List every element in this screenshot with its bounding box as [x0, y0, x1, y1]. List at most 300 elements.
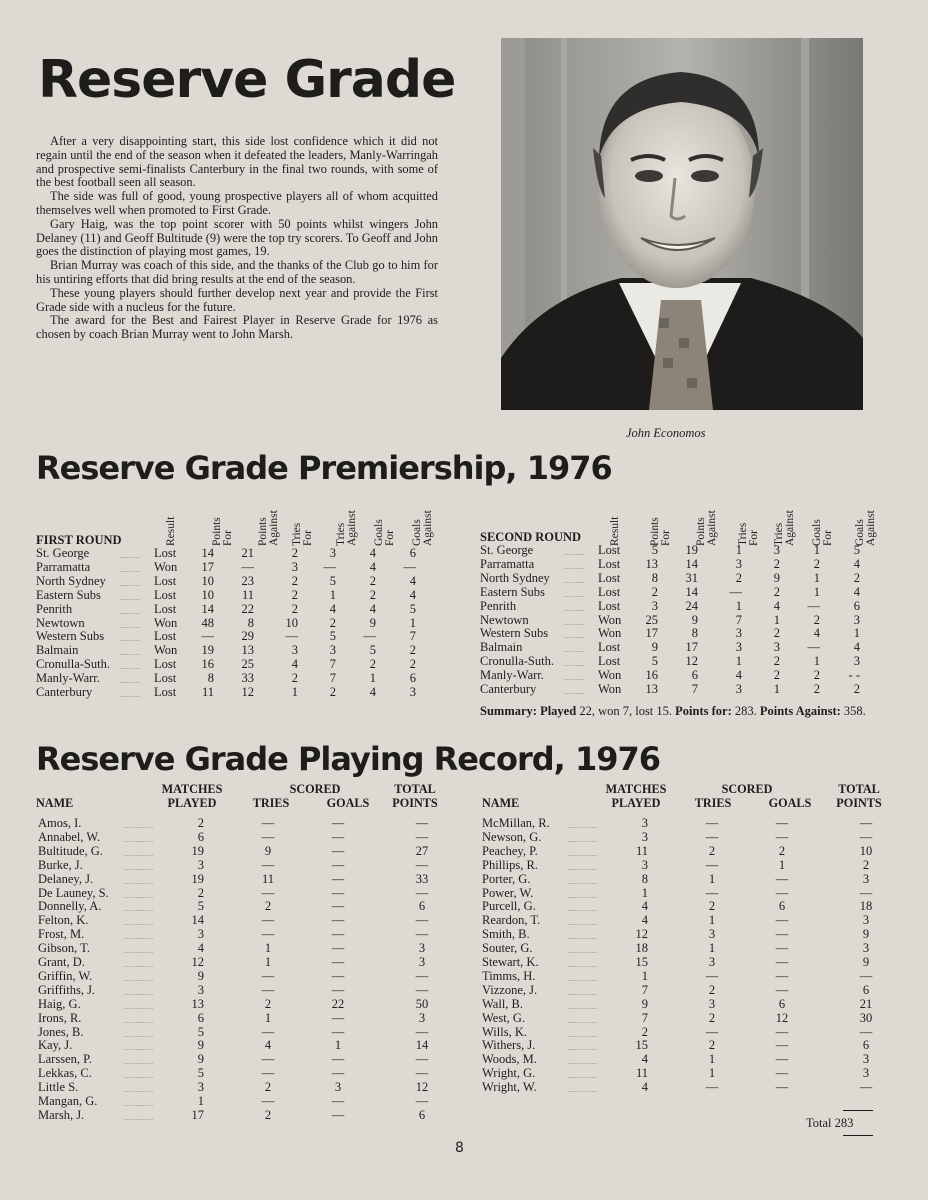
- table-row: [482, 845, 902, 859]
- table-cell: 6: [853, 598, 860, 613]
- leader-dots: ..........: [568, 1029, 598, 1039]
- leader-dots: ..........: [568, 1001, 598, 1011]
- table-row: [480, 614, 900, 628]
- tries: 11: [261, 871, 275, 886]
- head-matches: [150, 783, 234, 810]
- table-row: [38, 928, 458, 942]
- intro-paragraph: Gary Haig, was the top point scorer with 50 points whilst wingers John Delaney (11) and Geoff Bultitude (9) were the top try scorers. To Geoff and John goes the distinction of playing most games, 19.: [36, 216, 438, 259]
- matches-played: 17: [191, 1107, 204, 1122]
- player-name: Griffiths, J.: [38, 982, 96, 997]
- head-matches-label-2: MATCHES: [605, 782, 667, 796]
- total-points: 21: [859, 996, 873, 1011]
- tries: 3: [708, 927, 716, 942]
- tries: —: [705, 829, 719, 844]
- total-points: 3: [862, 913, 870, 928]
- team-name: Manly-Warr.: [36, 671, 100, 686]
- col-head-points-against: Points Against: [257, 510, 280, 546]
- team-name: Eastern Subs: [480, 584, 545, 599]
- table-cell: Won: [598, 668, 622, 683]
- team-name: Newtown: [36, 615, 85, 630]
- total-points: 10: [859, 843, 873, 858]
- table-row: [38, 873, 458, 887]
- player-name: Power, W.: [482, 885, 534, 900]
- table-row: [36, 547, 456, 561]
- matches-played: 3: [197, 857, 204, 872]
- total-points: 12: [415, 1080, 429, 1095]
- matches-played: 9: [197, 1052, 204, 1067]
- matches-played: 3: [641, 816, 648, 830]
- table-cell: 1: [813, 654, 820, 669]
- player-name: De Launey, S.: [38, 885, 109, 900]
- table-cell: 8: [207, 671, 214, 686]
- table-cell: —: [403, 559, 416, 574]
- table-cell: 2: [853, 682, 860, 696]
- matches-played: 12: [635, 927, 648, 942]
- table-row: [482, 998, 902, 1012]
- table-cell: Lost: [154, 671, 177, 686]
- table-row: [36, 617, 456, 631]
- table-row: [480, 683, 900, 697]
- table-cell: 5: [853, 543, 860, 557]
- goals: —: [331, 1094, 345, 1108]
- table-cell: 17: [685, 640, 698, 655]
- col-head-goals-against: Goals Against: [411, 510, 434, 546]
- table-cell: 21: [241, 546, 254, 560]
- table-row: [480, 655, 900, 669]
- head-goals-2: GOALS: [768, 796, 812, 810]
- total-points: 14: [415, 1038, 429, 1053]
- total-points: —: [859, 1024, 873, 1039]
- table-cell: 4: [329, 601, 336, 616]
- table-cell: —: [201, 629, 214, 644]
- table-cell: 2: [773, 626, 780, 641]
- table-cell: 1: [735, 543, 742, 557]
- leader-dots: .......: [564, 589, 585, 599]
- head-goals: GOALS: [326, 796, 370, 810]
- table-row: [36, 686, 456, 700]
- table-cell: 5: [651, 543, 658, 557]
- table-cell: 1: [291, 685, 298, 699]
- table-cell: Lost: [598, 654, 621, 669]
- leader-dots: ..........: [124, 973, 154, 983]
- team-name: Newtown: [480, 612, 529, 627]
- table-row: [38, 998, 458, 1012]
- table-row: [38, 942, 458, 956]
- leader-dots: ..........: [124, 987, 154, 997]
- leader-dots: .......: [564, 631, 585, 641]
- team-name: North Sydney: [36, 573, 106, 588]
- summary-label: Summary: Played: [480, 704, 577, 718]
- leader-dots: ..........: [568, 876, 598, 886]
- table-row: [482, 956, 902, 970]
- table-cell: 13: [645, 556, 658, 571]
- table-cell: 3: [773, 543, 780, 557]
- table-cell: 2: [773, 556, 780, 571]
- matches-played: 11: [635, 843, 648, 858]
- table-cell: Lost: [154, 587, 177, 602]
- table-row: [482, 859, 902, 873]
- table-cell: Won: [154, 643, 178, 658]
- table-cell: Won: [154, 615, 178, 630]
- table-cell: 4: [853, 584, 860, 599]
- table-cell: 2: [735, 570, 742, 585]
- leader-dots: ..........: [124, 1001, 154, 1011]
- goals: —: [331, 941, 345, 956]
- head-played-label: PLAYED: [167, 795, 217, 810]
- total-points: 3: [862, 1066, 870, 1081]
- player-name: Timms, H.: [482, 968, 536, 983]
- goals: —: [331, 927, 345, 942]
- team-name: Penrith: [480, 598, 517, 613]
- leader-dots: ..........: [124, 862, 154, 872]
- table-cell: 2: [773, 654, 780, 669]
- matches-played: 14: [191, 913, 204, 928]
- table-cell: 3: [329, 546, 336, 560]
- player-name: Little S.: [38, 1080, 79, 1095]
- player-name: Lekkas, C.: [38, 1066, 92, 1081]
- summary-points-against-label: Points Against:: [759, 704, 841, 718]
- team-name: Eastern Subs: [36, 587, 101, 602]
- total-points: —: [415, 857, 429, 872]
- table-cell: Lost: [598, 584, 621, 599]
- player-name: Frost, M.: [38, 927, 85, 942]
- leader-dots: ..........: [568, 1085, 598, 1095]
- head-points-label: POINTS: [392, 795, 438, 810]
- table-cell: 25: [241, 657, 254, 672]
- matches-played: 19: [191, 871, 204, 886]
- table-row: [480, 586, 900, 600]
- table-cell: 1: [773, 682, 780, 696]
- table-cell: 3: [651, 598, 658, 613]
- head-name-2: NAME: [482, 796, 520, 810]
- table-cell: Won: [598, 626, 622, 641]
- table-row: [36, 603, 456, 617]
- player-name: Griffin, W.: [38, 968, 93, 983]
- table-cell: 3: [291, 559, 298, 574]
- tries: 2: [264, 1107, 272, 1122]
- table-cell: 10: [201, 573, 214, 588]
- tries: —: [261, 857, 275, 872]
- goals: —: [331, 1066, 345, 1081]
- leader-dots: ..........: [568, 848, 598, 858]
- tries: 2: [708, 1038, 716, 1053]
- matches-played: 2: [197, 816, 204, 830]
- total-points: 30: [859, 1010, 873, 1025]
- table-cell: 4: [369, 601, 376, 616]
- team-name: Canterbury: [36, 685, 93, 699]
- tries: 1: [708, 871, 716, 886]
- matches-played: 9: [641, 996, 648, 1011]
- leader-dots: ..........: [568, 960, 598, 969]
- table-row: [38, 887, 458, 901]
- head-scored-2: SCORED: [721, 782, 773, 796]
- table-row: [482, 831, 902, 845]
- col-head-points-for-2: Points For: [649, 517, 672, 546]
- goals: 1: [778, 857, 786, 872]
- head-total-label: TOTAL: [394, 782, 436, 796]
- matches-played: 8: [641, 871, 648, 886]
- col-head-result: Result: [165, 516, 177, 546]
- leader-dots: ..........: [124, 946, 154, 956]
- head-tries: TRIES: [252, 796, 290, 810]
- table-cell: 7: [329, 671, 336, 686]
- table-cell: 13: [645, 682, 658, 696]
- player-name: Irons, R.: [38, 1010, 82, 1025]
- player-name: Purcell, G.: [482, 899, 536, 914]
- table-cell: 11: [241, 587, 254, 602]
- portrait-photo: [501, 38, 863, 410]
- leader-dots: ..........: [124, 1057, 154, 1067]
- leader-dots: .......: [564, 603, 585, 613]
- goals: —: [331, 955, 345, 969]
- tries: 3: [708, 955, 716, 969]
- table-row: [38, 1081, 458, 1095]
- table-cell: 5: [369, 643, 376, 658]
- player-name: Mangan, G.: [38, 1094, 98, 1108]
- table-cell: 29: [241, 629, 254, 644]
- player-name: Grant, D.: [38, 955, 85, 969]
- leader-dots: .......: [120, 606, 141, 616]
- table-cell: 2: [291, 671, 298, 686]
- team-name: Manly-Warr.: [480, 668, 544, 683]
- leader-dots: ..........: [568, 1015, 598, 1025]
- matches-played: 4: [641, 913, 648, 928]
- matches-played: 9: [197, 968, 204, 983]
- table-row: [482, 887, 902, 901]
- total-points: —: [859, 885, 873, 900]
- matches-played: 1: [641, 968, 648, 983]
- table-cell: 3: [853, 654, 860, 669]
- leader-dots: .......: [120, 648, 141, 658]
- total-points: 9: [862, 927, 870, 942]
- matches-played: 3: [197, 1080, 204, 1095]
- team-name: St. George: [480, 543, 534, 557]
- total-points: 3: [862, 941, 870, 956]
- table-cell: Won: [598, 612, 622, 627]
- total-value: 283: [834, 1116, 854, 1130]
- tries: 1: [708, 1066, 716, 1081]
- premiership-title: Reserve Grade Premiership, 1976: [36, 449, 612, 487]
- tries: 3: [708, 996, 716, 1011]
- total-points: 2: [862, 857, 870, 872]
- table-row: [482, 928, 902, 942]
- table-row: [38, 859, 458, 873]
- player-name: Wills, K.: [482, 1024, 527, 1039]
- goals: —: [775, 927, 789, 942]
- table-cell: 6: [409, 671, 416, 686]
- head-played-label-2: PLAYED: [611, 795, 661, 810]
- tries: —: [261, 1094, 275, 1108]
- intro-paragraph: These young players should further develop next year and provide the First Grade side with a nucleus for the future.: [36, 285, 438, 314]
- leader-dots: ..........: [568, 932, 598, 942]
- table-cell: 8: [247, 615, 254, 630]
- player-name: Withers, J.: [482, 1038, 536, 1053]
- table-cell: 2: [773, 584, 780, 599]
- total-points: 6: [862, 1038, 870, 1053]
- leader-dots: ..........: [124, 1071, 154, 1081]
- table-cell: 10: [201, 587, 214, 602]
- table-cell: 31: [685, 570, 698, 585]
- leader-dots: .......: [564, 548, 585, 557]
- table-cell: 2: [291, 587, 298, 602]
- goals: —: [331, 1052, 345, 1067]
- goals: —: [331, 899, 345, 914]
- table-cell: 23: [241, 573, 254, 588]
- goals: —: [775, 955, 789, 969]
- leader-dots: .......: [120, 592, 141, 602]
- table-row: [480, 641, 900, 655]
- tries: 2: [264, 1080, 272, 1095]
- player-name: West, G.: [482, 1010, 526, 1025]
- head-total-label-2: TOTAL: [838, 782, 880, 796]
- matches-played: 3: [197, 982, 204, 997]
- leader-dots: .......: [564, 645, 585, 655]
- table-cell: 2: [409, 657, 416, 672]
- season-summary: [480, 704, 890, 718]
- table-cell: 3: [735, 640, 742, 655]
- total-points: —: [415, 829, 429, 844]
- goals: —: [331, 982, 345, 997]
- goals: —: [331, 1107, 345, 1122]
- goals: 2: [778, 843, 786, 858]
- table-cell: 2: [813, 612, 820, 627]
- player-name: Peachey, P.: [482, 843, 538, 858]
- goals: —: [331, 1010, 345, 1025]
- col-head-tries-against-2: Tries Against: [773, 510, 796, 546]
- goals: —: [775, 1080, 789, 1095]
- tries: —: [705, 968, 719, 983]
- goals: —: [775, 968, 789, 983]
- matches-played: 4: [641, 899, 648, 914]
- matches-played: 3: [641, 829, 648, 844]
- table-cell: 4: [291, 657, 298, 672]
- table-cell: 24: [685, 598, 698, 613]
- head-total-2: [828, 783, 890, 810]
- leader-dots: ..........: [124, 1085, 154, 1095]
- table-row: [482, 873, 902, 887]
- matches-played: 4: [197, 941, 204, 956]
- leader-dots: ..........: [124, 1112, 154, 1122]
- tries: —: [705, 816, 719, 830]
- table-row: [38, 1012, 458, 1026]
- total-rule-top: [843, 1110, 873, 1111]
- leader-dots: .......: [120, 578, 141, 588]
- table-cell: Lost: [154, 546, 177, 560]
- total-points: —: [859, 829, 873, 844]
- tries: 1: [264, 941, 272, 956]
- table-cell: 2: [369, 573, 376, 588]
- goals: 3: [334, 1080, 342, 1095]
- total-points: —: [415, 1024, 429, 1039]
- table-cell: 1: [329, 587, 336, 602]
- total-points: —: [415, 927, 429, 942]
- table-cell: 2: [369, 587, 376, 602]
- goals: 1: [334, 1038, 342, 1053]
- table-row: [38, 831, 458, 845]
- table-cell: 1: [813, 543, 820, 557]
- tries: 1: [708, 1052, 716, 1067]
- head-name: NAME: [36, 796, 74, 810]
- intro-paragraph: The award for the Best and Fairest Player in Reserve Grade for 1976 as chosen by coach Brian Murray went to John Marsh.: [36, 313, 438, 342]
- table-row: [36, 589, 456, 603]
- table-row: [482, 1081, 902, 1095]
- goals: —: [331, 829, 345, 844]
- leader-dots: ..........: [568, 834, 598, 844]
- leader-dots: .......: [120, 551, 141, 560]
- team-name: Parramatta: [480, 556, 535, 571]
- tries: —: [261, 982, 275, 997]
- tries: 1: [264, 955, 272, 969]
- table-row: [36, 672, 456, 686]
- leader-dots: .......: [120, 620, 141, 630]
- matches-played: 1: [641, 885, 648, 900]
- matches-played: 7: [641, 982, 648, 997]
- table-row: [38, 845, 458, 859]
- team-name: St. George: [36, 546, 90, 560]
- player-name: Stewart, K.: [482, 955, 539, 969]
- tries: —: [261, 1024, 275, 1039]
- intro-paragraph: Brian Murray was coach of this side, and the thanks of the Club go to him for his untiring efforts that did bring results at the end of the season.: [36, 258, 438, 286]
- leader-dots: ..........: [124, 1029, 154, 1039]
- team-name: Balmain: [480, 640, 523, 655]
- table-row: [36, 644, 456, 658]
- table-cell: 2: [651, 584, 658, 599]
- goals: 12: [775, 1010, 789, 1025]
- table-cell: 25: [645, 612, 658, 627]
- col-head-points-for: Points For: [211, 517, 234, 546]
- leader-dots: ..........: [124, 876, 154, 886]
- player-name: Wright, G.: [482, 1066, 536, 1081]
- table-cell: 9: [773, 570, 780, 585]
- table-row: [38, 1026, 458, 1040]
- matches-played: 4: [641, 1052, 648, 1067]
- goals: —: [775, 982, 789, 997]
- table-cell: 2: [291, 601, 298, 616]
- table-cell: 14: [201, 601, 214, 616]
- table-row: [38, 956, 458, 970]
- table-cell: 7: [691, 682, 698, 696]
- table-row: [480, 572, 900, 586]
- table-cell: 12: [241, 685, 254, 699]
- total-points: —: [415, 1094, 429, 1108]
- leader-dots: ..........: [568, 918, 598, 928]
- player-name: Burke, J.: [38, 857, 83, 872]
- table-row: [480, 669, 900, 683]
- leader-dots: ..........: [124, 904, 154, 914]
- total-points: —: [415, 885, 429, 900]
- player-name: Marsh, J.: [38, 1107, 85, 1122]
- player-name: Larssen, P.: [38, 1052, 92, 1067]
- goals: —: [775, 941, 789, 956]
- total-points: 3: [862, 1052, 870, 1067]
- table-cell: 3: [291, 643, 298, 658]
- team-name: North Sydney: [480, 570, 550, 585]
- leader-dots: ..........: [568, 904, 598, 914]
- goals: —: [331, 871, 345, 886]
- page-number: 8: [455, 1140, 464, 1156]
- tries: 2: [708, 899, 716, 914]
- table-row: [38, 914, 458, 928]
- leader-dots: ..........: [124, 834, 154, 844]
- leader-dots: ..........: [124, 1099, 154, 1108]
- table-cell: 4: [369, 685, 376, 699]
- total-points: 50: [415, 996, 429, 1011]
- total-label: Total: [806, 1116, 832, 1130]
- tries: 1: [708, 941, 716, 956]
- total-rule-bottom: [843, 1135, 873, 1136]
- tries: 9: [264, 843, 272, 858]
- summary-text: 22, won 7, lost 15.: [576, 704, 676, 718]
